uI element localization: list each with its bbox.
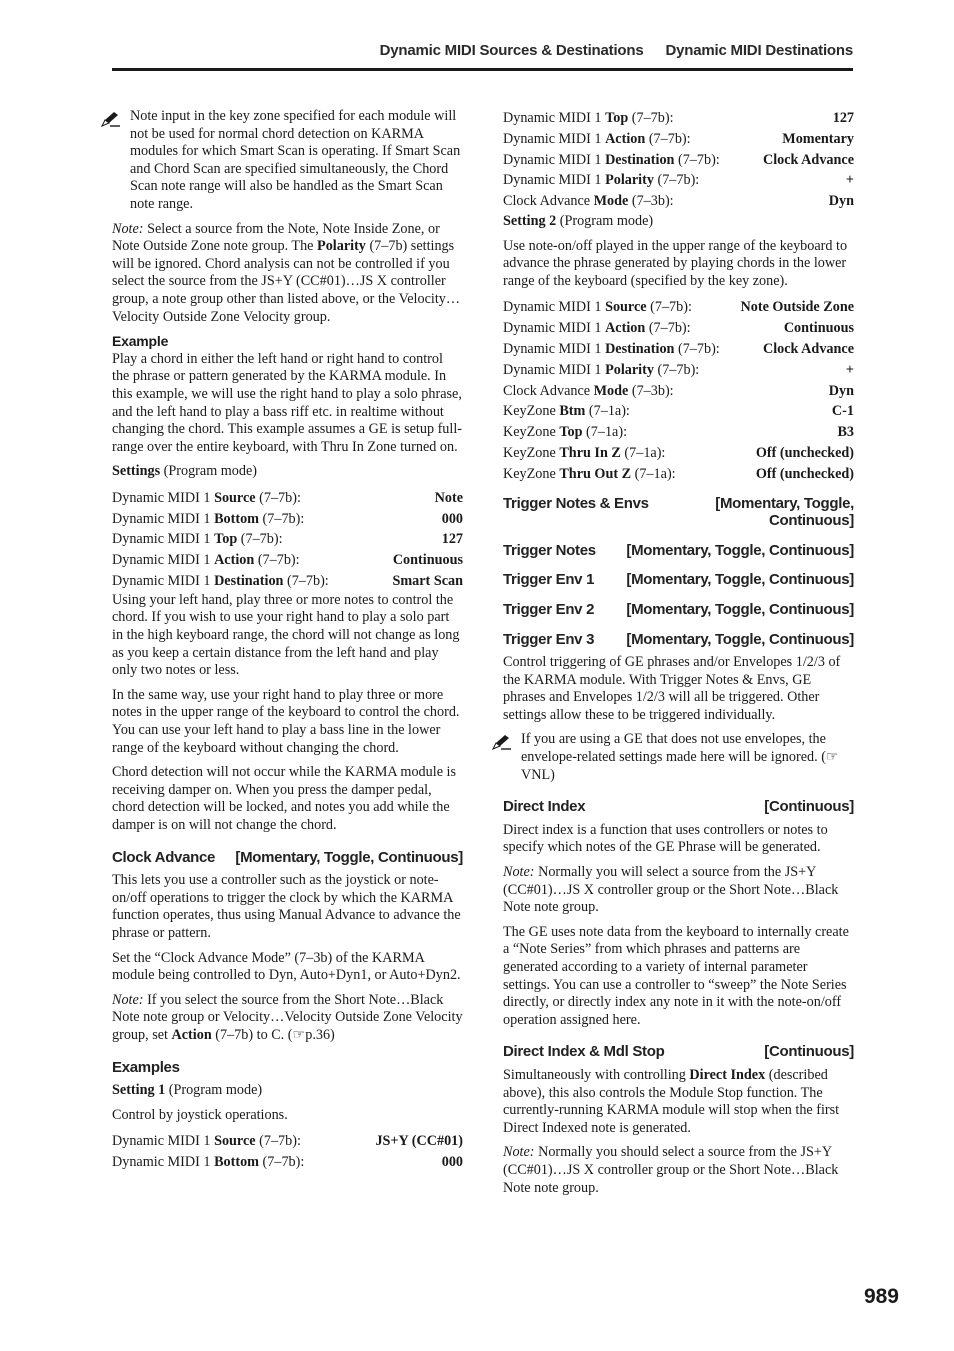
settings-row: Dynamic MIDI 1 Destination (7–7b): Clock Advance [503, 340, 854, 357]
memo-block [112, 108, 463, 214]
setting-description: Use note-on/off played in the upper range of the keyboard to advance the phrase generated by playing chords in the lower range of the keyboard (specified by the key zone). [503, 237, 848, 289]
settings-row: KeyZone Thru Out Z (7–1a): Off (unchecked) [503, 465, 854, 482]
trigger-env1-heading: Trigger Env 1 [Momentary, Toggle, Continuous] [503, 571, 854, 589]
settings-row: KeyZone Btm (7–1a): C-1 [503, 403, 854, 420]
settings-row: KeyZone Top (7–1a): B3 [503, 424, 854, 441]
header-subsection: Dynamic MIDI Destinations [665, 42, 853, 59]
body-paragraph: Simultaneously with controlling Direct Index (described above), this also controls the Module Stop function. The currently-running KARMA module will stop when the first Direct Indexed note is generated. [503, 1066, 840, 1136]
body-paragraph: Using your left hand, play three or more notes to control the chord. If you wish to use your right hand to play a solo part in the high keyboard range, the chord will not change as long as you keep a certain distance from the left hand and play only two notes or less. [112, 591, 460, 679]
settings-row: Dynamic MIDI 1 Destination (7–7b): Smart Scan [112, 573, 463, 590]
settings-row: Dynamic MIDI 1 Action (7–7b): Momentary [503, 130, 854, 147]
body-paragraph: In the same way, use your right hand to play three or more notes in the upper range of the keyboard to control the chord. You can use your left hand to play a bass line in the lower range of the keyboard without changing the chord. [112, 686, 460, 756]
memo-text: If you are using a GE that does not use envelopes, the envelope-related settings made here will be ignored. (☞VNL) [521, 731, 839, 783]
settings-label: Settings (Program mode) [112, 463, 258, 480]
direct-index-mdl-stop-heading: Direct Index & Mdl Stop [Continuous] [503, 1043, 854, 1061]
setting-label: Setting 2 (Program mode) [503, 212, 654, 229]
settings-table [503, 108, 854, 212]
trigger-env3-heading: Trigger Env 3 [Momentary, Toggle, Continuous] [503, 630, 854, 648]
body-paragraph: Chord detection will not occur while the KARMA module is receiving damper on. When you press the damper pedal, chord detection will be locked, and notes you add while the damper is on will not change the chord. [112, 764, 456, 833]
note-paragraph: Note: Select a source from the Note, Note Inside Zone, or Note Outside Zone note group. The Polarity (7–7b) settings will be ignored. Chord analysis can not be controlled if you select the source from the JS+Y (CC#01)…JS X controller group, a note group other than listed above, or the Velocity…Velocity Outside Zone Velocity group. [112, 220, 461, 325]
settings-row: Dynamic MIDI 1 Source (7–7b): Note Outside Zone [503, 299, 854, 316]
settings-row: Dynamic MIDI 1 Polarity (7–7b): + [503, 361, 854, 378]
page-number: 989 [863, 1285, 899, 1308]
body-paragraph: This lets you use a controller such as the joystick or note-on/off operations to trigger the clock by which the KARMA function operates, thus using Manual Advance to advance the phrase or pattern. [112, 872, 461, 941]
trigger-notes-envs-heading: Trigger Notes & Envs [Momentary, Toggle, Continuous] [503, 494, 854, 530]
clock-advance-heading: Clock Advance [Momentary, Toggle, Continuous] [112, 848, 463, 866]
note-paragraph: Note: If you select the source from the Short Note…Black Note note group or Velocity…Velocity Outside Zone Velocity group, set Action (7–7b) to C. (☞p.36) [112, 991, 463, 1043]
left-column [112, 108, 463, 1173]
body-paragraph: The GE uses note data from the keyboard to internally create a “Note Series” from which phrases and patterns are generated according to a variety of internal parameter settings. You can use a controller to “sweep” the Note Series directly, or directly index any note in it with the note-on/off operation assigned here. [503, 923, 849, 1028]
examples-heading: Examples [112, 1058, 180, 1076]
trigger-env2-heading: Trigger Env 2 [Momentary, Toggle, Continuous] [503, 600, 854, 618]
note-paragraph: Note: Normally you should select a source from the JS+Y (CC#01)…JS X controller group or the Short Note…Black Note note group. [503, 1144, 839, 1196]
settings-table [112, 1131, 463, 1173]
pencil-memo-icon [492, 734, 512, 750]
example-text: Play a chord in either the left hand or right hand to control the phrase or pattern generated by the KARMA module. In this example, we will use the right hand to play a solo phrase, and the left hand to play a bass riff etc. in realtime without changing the chord. This example assumes a GE is setup full-range over the entire keyboard, with Thru In Zone turned on. [112, 350, 463, 455]
pencil-memo-icon [101, 111, 121, 127]
memo-text: Note input in the key zone specified for each module will not be used for normal chord detection on KARMA modules for which Smart Scan is operating. If Smart Scan and Chord Scan are specified simultaneously, the Chord Scan note range will also be handled as the Smart Scan note range. [130, 108, 461, 212]
body-paragraph: Direct index is a function that uses controllers or notes to specify which notes of the GE Phrase will be generated. [503, 821, 828, 856]
setting-label: Setting 1 (Program mode) [112, 1082, 263, 1099]
body-paragraph: Set the “Clock Advance Mode” (7–3b) of the KARMA module being controlled to Dyn, Auto+Dyn1, or Auto+Dyn2. [112, 949, 461, 984]
settings-table [112, 488, 463, 592]
body-paragraph: Control triggering of GE phrases and/or Envelopes 1/2/3 of the KARMA module. With Trigger Notes & Envs, GE phrases and Envelopes 1/2/3 will all be triggered. Other settings allow these to be triggered individually. [503, 654, 841, 723]
settings-row: Dynamic MIDI 1 Source (7–7b): Note [112, 489, 463, 506]
settings-row: Dynamic MIDI 1 Polarity (7–7b): + [503, 172, 854, 189]
settings-row: Clock Advance Mode (7–3b): Dyn [503, 382, 854, 399]
note-paragraph: Note: Normally you will select a source from the JS+Y (CC#01)…JS X controller group or the Short Note…Black Note note group. [503, 864, 839, 916]
memo-block [503, 731, 854, 784]
settings-row: Dynamic MIDI 1 Bottom (7–7b): 000 [112, 510, 463, 527]
settings-table [503, 297, 854, 484]
example-heading: Example [112, 333, 169, 350]
right-column [503, 108, 854, 1204]
settings-row: Dynamic MIDI 1 Action (7–7b): Continuous [503, 320, 854, 337]
settings-row: Dynamic MIDI 1 Source (7–7b): JS+Y (CC#01) [112, 1133, 463, 1150]
header-section: Dynamic MIDI Sources & Destinations [379, 42, 644, 59]
settings-row: Dynamic MIDI 1 Top (7–7b): 127 [503, 110, 854, 126]
settings-row: Dynamic MIDI 1 Action (7–7b): Continuous [112, 552, 463, 569]
running-header [112, 42, 853, 71]
settings-row: Clock Advance Mode (7–3b): Dyn [503, 193, 854, 210]
settings-row: Dynamic MIDI 1 Top (7–7b): 127 [112, 531, 463, 548]
trigger-notes-heading: Trigger Notes [Momentary, Toggle, Continuous] [503, 541, 854, 559]
direct-index-heading: Direct Index [Continuous] [503, 798, 854, 816]
settings-row: Dynamic MIDI 1 Destination (7–7b): Clock Advance [503, 151, 854, 168]
setting-description: Control by joystick operations. [112, 1106, 288, 1123]
settings-row: KeyZone Thru In Z (7–1a): Off (unchecked) [503, 444, 854, 461]
settings-row: Dynamic MIDI 1 Bottom (7–7b): 000 [112, 1154, 463, 1171]
